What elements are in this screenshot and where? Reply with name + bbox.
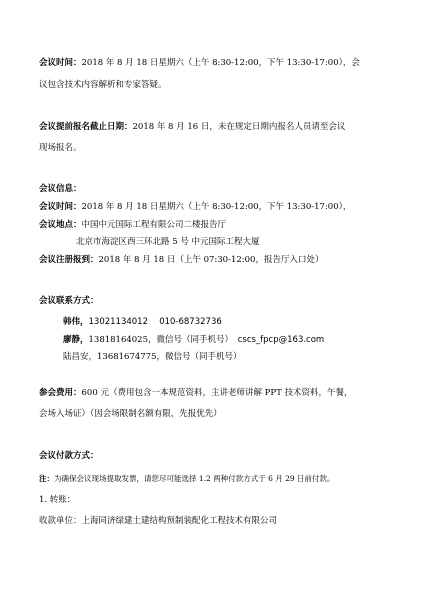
contact-phone-1: 13021134012 010-68732736 [88, 317, 222, 327]
payment-heading: 会议付款方式： [39, 451, 99, 461]
info-place-label: 会议地点： [39, 220, 82, 230]
fee-text-cont: 会场入场证）（因会场限制名额有限，先报优先） [39, 409, 222, 419]
info-time-text: 2018 年 8 月 18 日星期六（上午 8:30-12:00，下午 13:30-17:00）， [81, 202, 352, 212]
contact-phone-2: 13818164025，微信号（同手机号） [88, 335, 234, 345]
contact-heading: 会议联系方式： [39, 296, 99, 306]
payment-note-text: 为确保会议现场提取发票，请您尽可能选择 1.2 两种付款方式于 6 月 29 日前付款。 [54, 474, 335, 483]
registration-deadline-text: 2018 年 8 月 16 日，未在规定日期内报名人员请至会议 [132, 122, 346, 132]
contact-name-1: 韩伟， [63, 317, 89, 327]
meeting-time-label: 会议时间： [39, 58, 82, 68]
contact-person-3: 陆昌安，13681674775，微信号（同手机号） [63, 352, 242, 362]
info-place-text: 中国中元国际工程有限公司二楼报告厅 [81, 220, 227, 230]
meeting-info-heading: 会议信息： [39, 184, 82, 194]
fee-label: 参会费用： [39, 388, 82, 398]
payee-label: 收款单位： [39, 516, 82, 526]
fee-text: 600 元（费用包含一本规范资料，主讲老师讲解 PPT 技术资料，午餐， [81, 388, 353, 398]
registration-deadline-label: 会议提前报名截止日期： [39, 122, 133, 132]
info-place-address: 北京市海淀区西三环北路 5 号 中元国际工程大厦 [76, 237, 260, 247]
registration-deadline-text-cont: 现场报名。 [39, 143, 82, 153]
meeting-time-text: 2018 年 8 月 18 日星期六（上午 8:30-12:00，下午 13:30-17:00），会 [81, 58, 360, 68]
contact-email-link[interactable]: cscs_fpcp@163.com [237, 335, 325, 345]
payment-item-1: 1. 转账： [39, 495, 76, 505]
payee-text: 上海同济绿建土建结构预制装配化工程技术有限公司 [81, 516, 278, 526]
meeting-time-text-cont: 议包含技术内容解析和专家答疑。 [39, 80, 167, 90]
payment-note-label: 注： [39, 474, 54, 483]
info-registration-text: 2018 年 8 月 18 日（上午 07:30-12:00，报告厅入口处） [98, 255, 324, 265]
info-registration-label: 会议注册报到： [39, 255, 99, 265]
info-time-label: 会议时间： [39, 202, 82, 212]
contact-name-2: 廖静， [63, 335, 89, 345]
